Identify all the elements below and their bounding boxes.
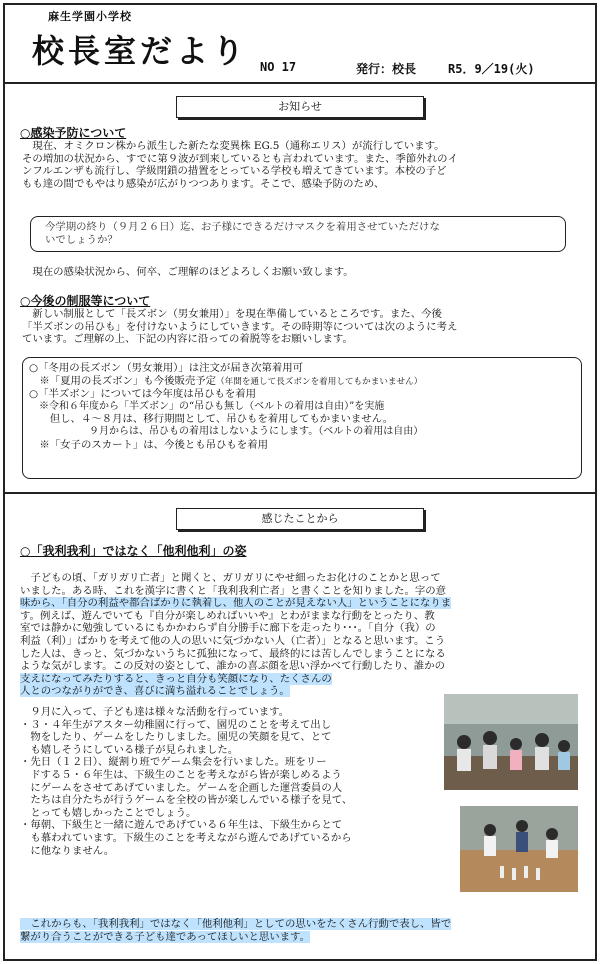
school-name: 麻生学園小学校 bbox=[48, 10, 132, 23]
feeling-heading: ○「我利我利」ではなく「他利他利」の姿 bbox=[20, 544, 247, 558]
mask-request-line: いでしょうか？ bbox=[45, 233, 118, 246]
rule-line: 但し、４～８月は、移行期間として、吊ひもを着用してもかまいません。 bbox=[29, 413, 394, 426]
issue-date: R5．9／19(火) bbox=[448, 62, 535, 76]
rule-line: ○「半ズボン」については今年度は吊ひもを着用 bbox=[29, 388, 257, 401]
notice-label: お知らせ bbox=[176, 96, 424, 118]
feeling-closing: これからも、「我利我利」ではなく「他利他利」としての思いをたくさん行動で表し、皆で 繋がり合うことができる子ども達であってほしいと思います。 bbox=[20, 918, 452, 943]
photo-game-assembly-image bbox=[460, 806, 578, 892]
photo-kindergarten-visit-image bbox=[444, 694, 578, 790]
feeling-label: 感じたことから bbox=[176, 508, 424, 530]
uniform-rules-box bbox=[22, 357, 582, 479]
issue-number: NO 17 bbox=[260, 60, 297, 74]
newsletter-title: 校長室だより bbox=[32, 32, 249, 70]
issuer: 発行：校長 bbox=[356, 62, 417, 76]
rule-line: ※令和６年度から「半ズボン」の“吊ひも無し（ベルトの着用は自由）”を実施 bbox=[29, 400, 385, 412]
rule-line: ９月からは、吊ひもの着用はしないようにします。（ベルトの着用は自由） bbox=[29, 425, 424, 437]
uniform-body: 新しい制服として「長ズボン（男女兼用）」を現在準備しているところです。また、今後 「半ズボンの吊ひも」を付けないようにしていきます。その時期等については次のように考え ています。ご理解の上、下記の内容に沿っての着脱等をお願いします。 bbox=[22, 308, 458, 346]
uniform-heading: ○今後の制服等について bbox=[20, 294, 151, 308]
mask-request-box bbox=[30, 216, 566, 252]
photo-kindergarten-visit bbox=[444, 694, 578, 790]
infection-heading: ○感染予防について bbox=[20, 126, 127, 140]
feeling-paragraph-1: 子どもの頃、「ガリガリ亡者」と聞くと、ガリガリにやせ細ったお化けのことかと思って いました。ある時、これを漢字に書くと「我利我利亡者」と書くことを知りました。字の意 味から、「自分の利益や都合ばかりに執着し、他人のことが見えない人」ということになりま す。例えば、遊んでいても『自分が楽しめればいいや』とわがままな行動をとったり、教 室では静かに勉強しているにもかかわらず自分勝手に廊下を走ったり･･･。「自分（我）の 利益（利）」ばかりを考えて他の人の思いに気づかない人（亡者）」となると思います。こう した人は、きっと、気づかないうちに孤独になって、最終的には苦しんでしまうことになる ような気がします。この反対の姿として、誰かの喜ぶ顔を思い浮かべて行動したり、誰かの 支えになってみたりすると、きっと自分も笑顔になり、たくさんの 人とのつながりができ、喜びに満ち溢れることでしょう。 bbox=[20, 572, 452, 698]
mask-request-line: 今学期の終り（９月２６日）迄、お子様にできるだけマスクを着用させていただけな bbox=[45, 221, 440, 233]
infection-closing: 現在の感染状況から、何卒、ご理解のほどよろしくお願い致します。 bbox=[22, 266, 354, 278]
rule-line: ○「冬用の長ズボン（男女兼用）」は注文が届き次第着用可 bbox=[29, 362, 304, 374]
rule-line: ※「夏用の長ズボン」も今後販売予定（年間を通して長ズボンを着用してもかまいません） bbox=[29, 374, 423, 387]
feeling-paragraph-2: ９月に入って、子ども達は様々な活動を行っています。 ・３・４年生がアスター幼稚園に行って、園児のことを考えて出し 物をしたり、ゲームをしたりしました。園児の笑顔を見て、とて も嬉しそうにしている様子が見られました。 ・先日（１２日）、縦割り班でゲーム集会を行いました。班をリー ドする５・６年生は、下級生のことを考えながら皆が楽しめるよう にゲームをさせてあげていました。ゲームを企画した運営委員の人 たちは自分たちが行うゲームを全校の皆が楽しんでいる様子を見て、 とっても嬉しかったことでしょう。 ・毎朝、下級生と一緒に遊んであげている６年生は、下級生からとて も慕われています。下級生のことを考えながら遊んであげているから に他なりません。 bbox=[20, 706, 353, 857]
section-divider bbox=[5, 492, 595, 494]
photo-game-assembly bbox=[460, 806, 578, 892]
header-divider bbox=[5, 82, 595, 84]
rule-line: ※「女子のスカート」は、今後とも吊ひもを着用 bbox=[29, 438, 268, 451]
infection-body: 現在、オミクロン株から派生した新たな変異株 EG.5（通称エリス）が流行しています。 その増加の状況から、すでに第９波が到来しているとも言われています。また、季節外れのイ ンフルエンザも流行し、学級閉鎖の措置をとっている学校も増えてきています。本校の子ど もも達の間でもやはり感染が広がりつつあります。そこで、感染予防のため、 bbox=[22, 140, 458, 190]
